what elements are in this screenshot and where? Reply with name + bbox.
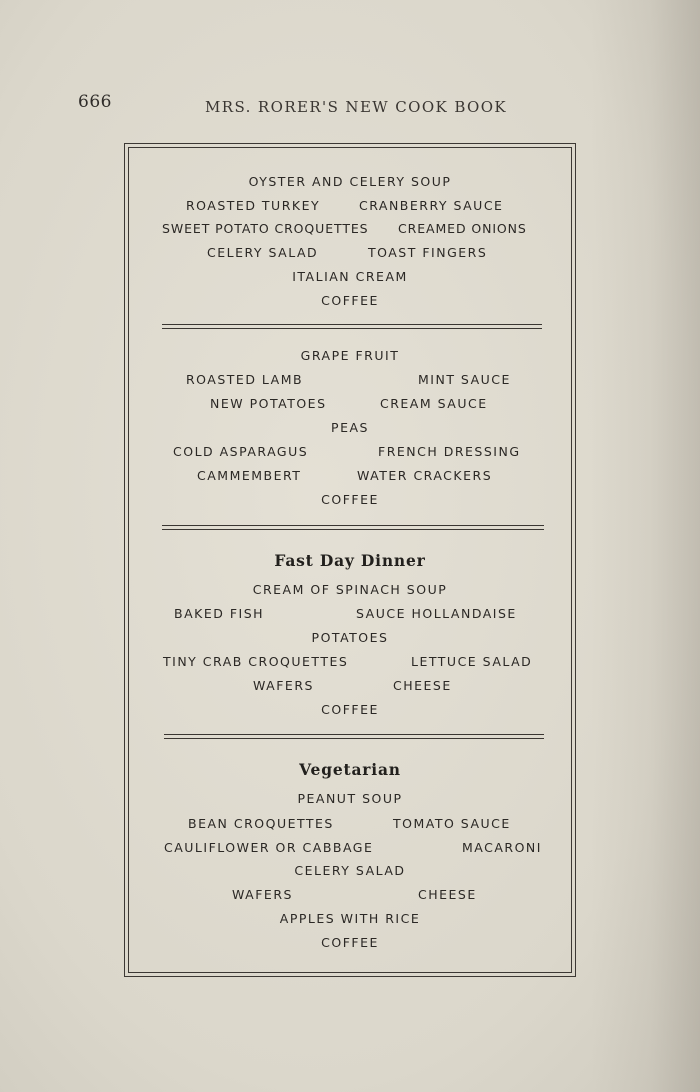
menu2-starter: GRAPE FRUIT: [300, 348, 400, 363]
menu4-wafers: WAFERS: [232, 887, 293, 902]
menu1-bread: TOAST FINGERS: [368, 245, 488, 260]
menu2-dressing: FRENCH DRESSING: [378, 444, 521, 459]
menu1-dessert: ITALIAN CREAM: [292, 269, 408, 284]
menu1-side-b: CREAMED ONIONS: [398, 221, 527, 236]
menu4-soup: PEANUT SOUP: [297, 791, 403, 806]
menu4-salad: CELERY SALAD: [294, 863, 406, 878]
menu1-side-a: SWEET POTATO CROQUETTES: [162, 221, 369, 236]
page-number: 666: [78, 92, 112, 112]
menu1-sauce: CRANBERRY SAUCE: [359, 198, 504, 213]
menu3-sauce: SAUCE HOLLANDAISE: [356, 606, 517, 621]
menu2-peas: PEAS: [331, 420, 369, 435]
menu3-croquettes: TINY CRAB CROQUETTES: [163, 654, 349, 669]
menu3-cheese: CHEESE: [393, 678, 452, 693]
menu2-cheese: CAMMEMBERT: [197, 468, 302, 483]
page-gutter-shadow: [590, 0, 700, 1092]
menu3-title: Fast Day Dinner: [274, 551, 426, 570]
menu4-cheese: CHEESE: [418, 887, 477, 902]
running-head: MRS. RORER'S NEW COOK BOOK: [205, 98, 508, 116]
menu3-coffee: COFFEE: [321, 702, 379, 717]
menu3-wafers: WAFERS: [253, 678, 314, 693]
menu2-potatoes: NEW POTATOES: [210, 396, 327, 411]
menu4-croquettes: BEAN CROQUETTES: [188, 816, 334, 831]
menu1-main: ROASTED TURKEY: [186, 198, 321, 213]
menu2-cream-sauce: CREAM SAUCE: [380, 396, 488, 411]
menu4-dessert: APPLES WITH RICE: [279, 911, 421, 926]
menu2-coffee: COFFEE: [321, 492, 379, 507]
menu1-coffee: COFFEE: [321, 293, 379, 308]
menu4-macaroni: MACARONI: [462, 840, 542, 855]
menu4-vegetable: CAULIFLOWER OR CABBAGE: [164, 840, 374, 855]
menu4-coffee: COFFEE: [321, 935, 379, 950]
menu3-soup: CREAM OF SPINACH SOUP: [252, 582, 448, 597]
menu3-potatoes: POTATOES: [311, 630, 389, 645]
menu3-salad: LETTUCE SALAD: [411, 654, 533, 669]
menu4-title: Vegetarian: [299, 760, 401, 779]
menu-divider-1: [162, 324, 542, 329]
menu1-soup: OYSTER AND CELERY SOUP: [248, 174, 452, 189]
menu3-fish: BAKED FISH: [174, 606, 265, 621]
menu2-salad: COLD ASPARAGUS: [173, 444, 309, 459]
menu2-sauce: MINT SAUCE: [418, 372, 511, 387]
menu-divider-3: [164, 734, 544, 739]
menu2-crackers: WATER CRACKERS: [357, 468, 493, 483]
menu-divider-2: [162, 525, 544, 530]
menu4-sauce: TOMATO SAUCE: [393, 816, 511, 831]
menu1-salad: CELERY SALAD: [207, 245, 319, 260]
menu2-main: ROASTED LAMB: [186, 372, 304, 387]
